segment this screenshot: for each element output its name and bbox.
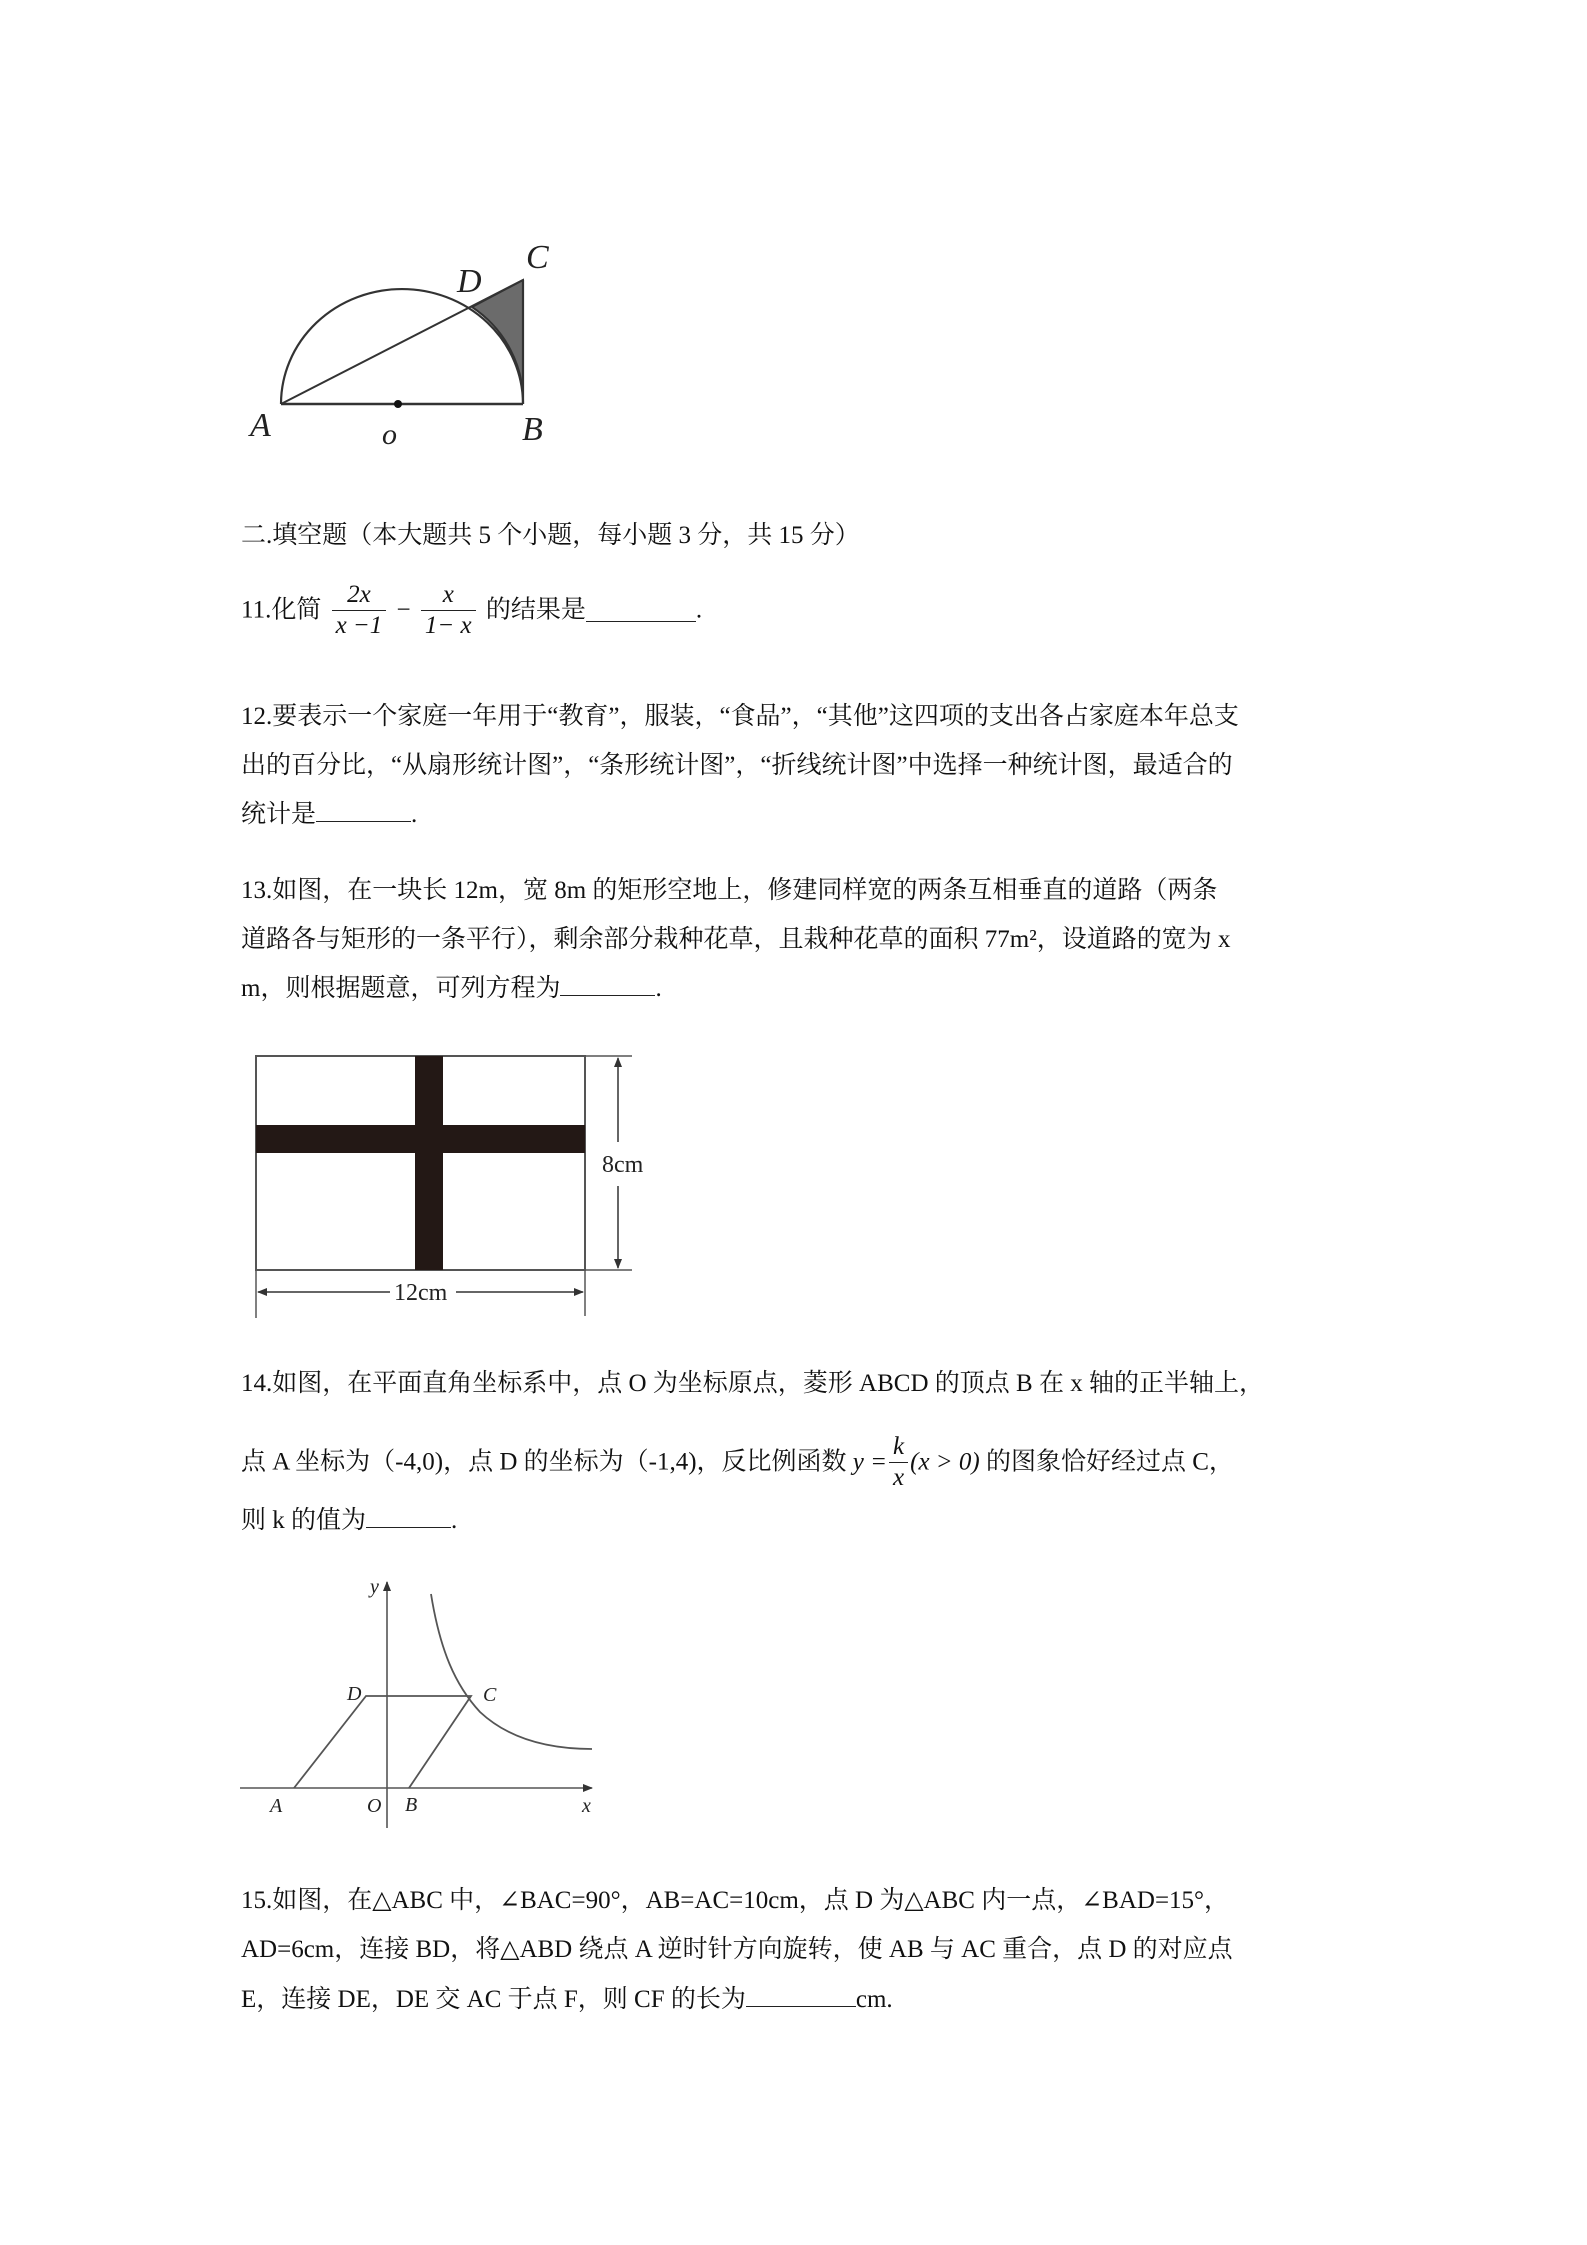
hyperbola-curve bbox=[431, 1594, 592, 1749]
function-lhs: y = bbox=[852, 1448, 888, 1476]
question-12-line-2: 出的百分比，“从扇形统计图”，“条形统计图”，“折线统计图”中选择一种统计图，最适合的 bbox=[241, 752, 1233, 779]
question-13-line-3 bbox=[241, 973, 662, 1004]
vertical-road bbox=[415, 1056, 443, 1270]
q12-end: . bbox=[411, 801, 418, 828]
q12-line3-prefix: 统计是 bbox=[241, 801, 317, 828]
question-15-line-1: 15.如图，在△ABC 中，∠BAC=90°，AB=AC=10cm，点 D 为△ABC 内一点，∠BAD=15°， bbox=[241, 1887, 1230, 1914]
rhombus-abcd bbox=[294, 1696, 471, 1788]
fraction-2 bbox=[421, 580, 476, 641]
fraction-2-denominator: 1− x bbox=[424, 612, 472, 639]
label-a: A bbox=[270, 1795, 283, 1817]
q14-line3-prefix: 则 k 的值为 bbox=[241, 1507, 367, 1534]
figure-rectangle-roads bbox=[240, 1040, 670, 1330]
question-14-line-2 bbox=[241, 1432, 1234, 1493]
q13-end: . bbox=[655, 975, 662, 1002]
figure-semicircle bbox=[230, 220, 590, 460]
question-13-line-2: 道路各与矩形的一条平行），剩余部分栽种花草，且栽种花草的面积 77m²，设道路的宽为 x bbox=[241, 926, 1231, 953]
label-d: D bbox=[457, 263, 482, 300]
answer-blank-13[interactable] bbox=[560, 973, 655, 996]
question-14-line-3 bbox=[241, 1505, 457, 1536]
fraction-1-numerator: 2x bbox=[332, 580, 387, 611]
answer-blank-14[interactable] bbox=[366, 1505, 451, 1528]
fraction-1 bbox=[332, 580, 387, 641]
question-14-line-1: 14.如图，在平面直角坐标系中，点 O 为坐标原点，菱形 ABCD 的顶点 B 在 x 轴的正半轴上， bbox=[241, 1370, 1264, 1397]
function-fraction bbox=[889, 1432, 908, 1493]
figure-coordinate-rhombus bbox=[230, 1560, 610, 1830]
question-15-line-3 bbox=[241, 1984, 893, 2015]
answer-blank-15[interactable] bbox=[746, 1984, 856, 2007]
label-c: C bbox=[526, 239, 549, 276]
q14-line2-prefix: 点 A 坐标为（-4,0)，点 D 的坐标为（-1,4)，反比例函数 bbox=[241, 1448, 847, 1476]
question-15-line-2: AD=6cm，连接 BD，将△ABD 绕点 A 逆时针方向旋转，使 AB 与 AC 重合，点 D 的对应点 bbox=[241, 1936, 1233, 1963]
fraction-2-numerator: x bbox=[421, 580, 476, 611]
function-denominator: x bbox=[893, 1464, 905, 1491]
q11-suffix: 的结果是 bbox=[485, 596, 586, 624]
segment-ac bbox=[281, 280, 523, 404]
question-12-line-1: 12.要表示一个家庭一年用于“教育”，服装，“食品”，“其他”这四项的支出各占家庭本年总支 bbox=[241, 703, 1239, 730]
q11-prefix: 11.化简 bbox=[241, 596, 322, 624]
function-condition: (x > 0) bbox=[910, 1448, 980, 1476]
question-11 bbox=[241, 580, 702, 641]
label-o: O bbox=[367, 1795, 382, 1817]
question-12-line-3 bbox=[241, 799, 417, 830]
q14-end: . bbox=[451, 1507, 458, 1534]
minus-operator: − bbox=[396, 596, 411, 624]
function-numerator: k bbox=[889, 1432, 908, 1463]
question-13-line-1: 13.如图，在一块长 12m，宽 8m 的矩形空地上，修建同样宽的两条互相垂直的道路（两条 bbox=[241, 877, 1218, 904]
label-y: y bbox=[370, 1576, 379, 1598]
q14-line2-suffix: 的图象恰好经过点 C， bbox=[986, 1448, 1234, 1476]
height-label: 8cm bbox=[602, 1152, 644, 1178]
label-d: D bbox=[347, 1683, 362, 1705]
label-c: C bbox=[483, 1684, 497, 1706]
answer-blank-11[interactable] bbox=[586, 599, 696, 622]
fraction-1-denominator: x −1 bbox=[335, 612, 383, 639]
q13-line3-prefix: m，则根据题意，可列方程为 bbox=[241, 975, 561, 1002]
q15-line3-prefix: E，连接 DE，DE 交 AC 于点 F，则 CF 的长为 bbox=[241, 1986, 746, 2013]
label-x: x bbox=[582, 1795, 591, 1817]
label-a: A bbox=[250, 407, 271, 444]
width-label: 12cm bbox=[394, 1280, 448, 1306]
center-point-o bbox=[394, 400, 402, 408]
label-o: o bbox=[382, 418, 397, 451]
q15-line3-suffix: cm. bbox=[855, 1986, 893, 2013]
label-b: B bbox=[405, 1794, 418, 1816]
label-b: B bbox=[522, 411, 543, 448]
section-header: 二.填空题（本大题共 5 个小题，每小题 3 分，共 15 分） bbox=[241, 522, 860, 549]
answer-blank-12[interactable] bbox=[316, 799, 411, 822]
q11-end: . bbox=[695, 596, 703, 624]
